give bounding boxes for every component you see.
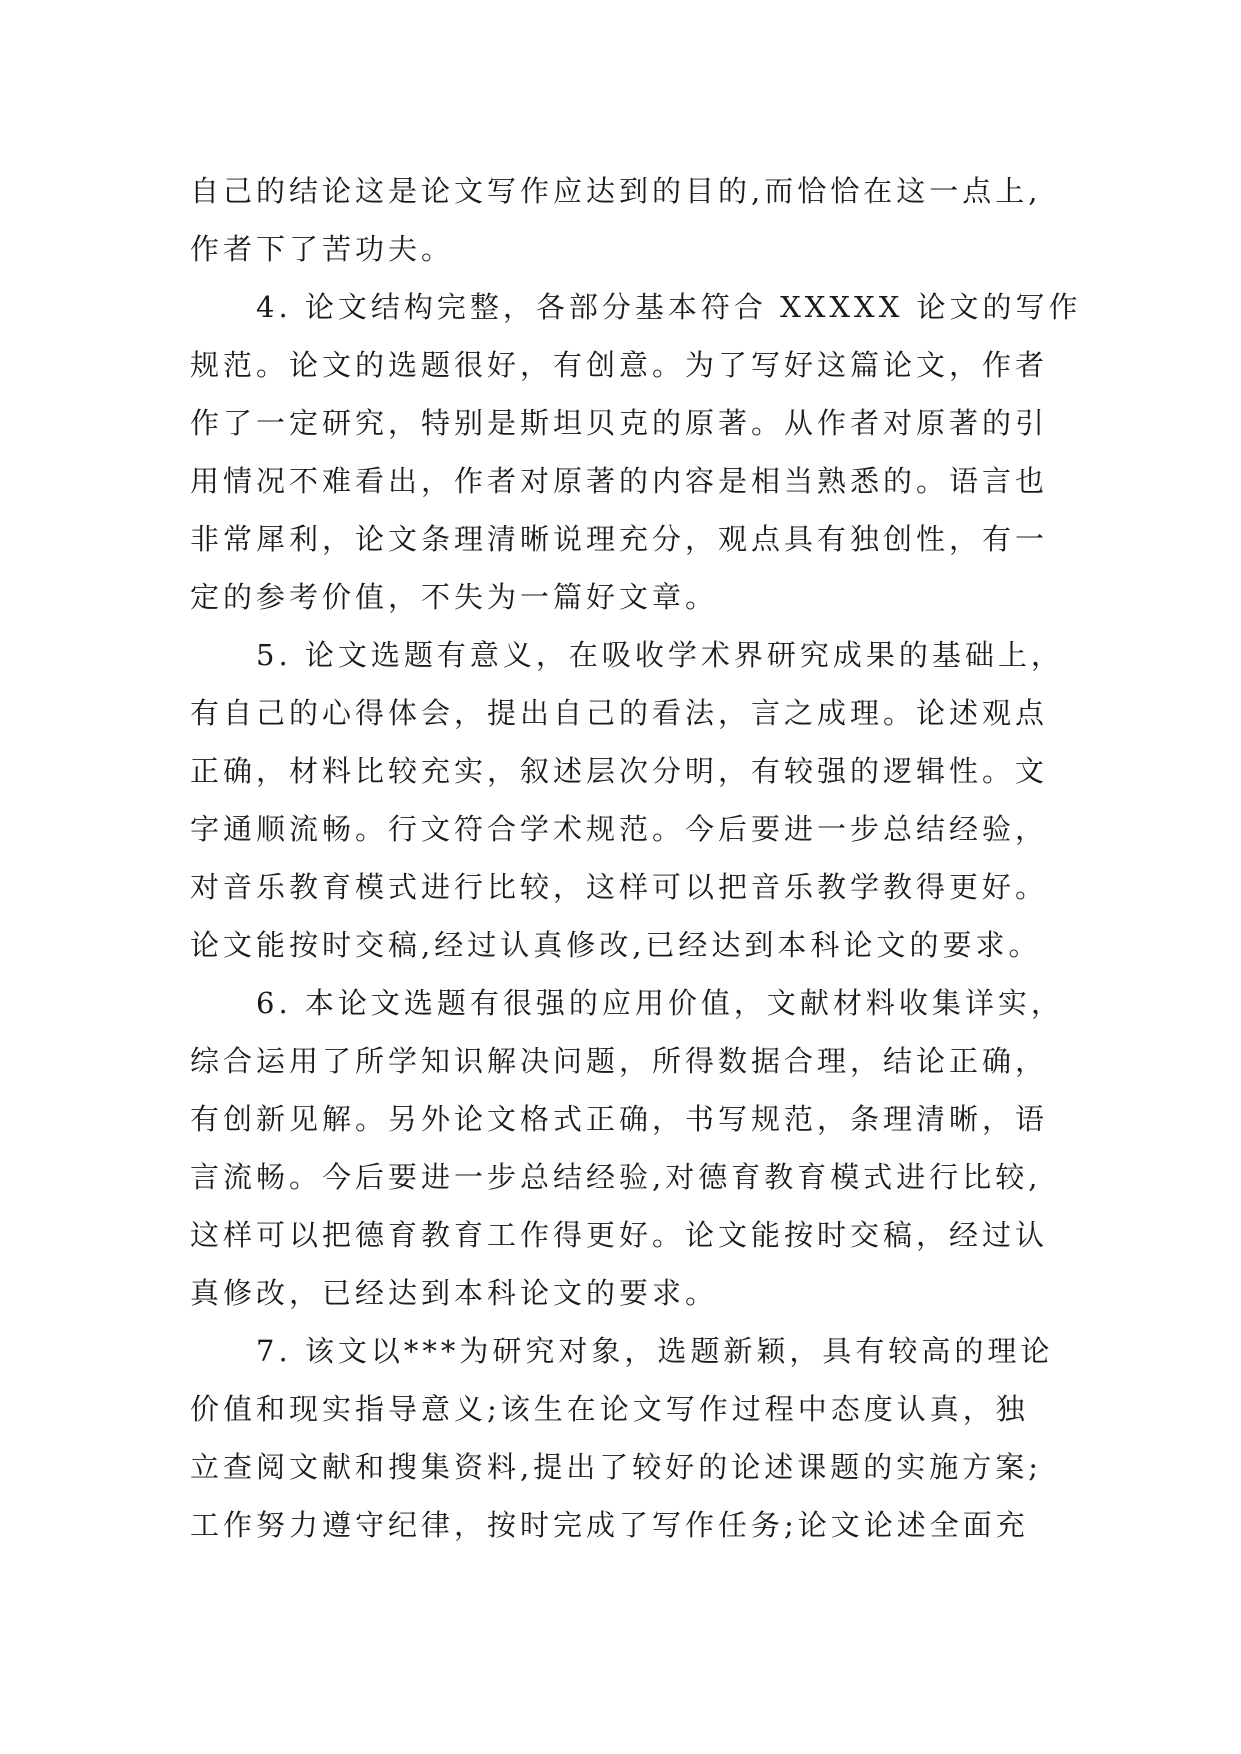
text-line: 正确，材料比较充实，叙述层次分明，有较强的逻辑性。文 xyxy=(190,754,1049,788)
text-line: 立查阅文献和搜集资料,提出了较好的论述课题的实施方案; xyxy=(190,1450,1042,1484)
paragraph-start-6: 6. 本论文选题有很强的应用价值，文献材料收集详实， xyxy=(256,986,1064,1020)
text-line: 规范。论文的选题很好，有创意。为了写好这篇论文，作者 xyxy=(190,348,1049,382)
text-line: 有自己的心得体会，提出自己的看法，言之成理。论述观点 xyxy=(190,696,1049,730)
text-line: 工作努力遵守纪律，按时完成了写作任务;论文论述全面充 xyxy=(190,1508,1029,1542)
text-line: 自己的结论这是论文写作应达到的目的,而恰恰在这一点上, xyxy=(190,174,1042,208)
text-line: 真修改，已经达到本科论文的要求。 xyxy=(190,1276,719,1310)
text-line: 言流畅。今后要进一步总结经验,对德育教育模式进行比较, xyxy=(190,1160,1042,1194)
text-line: 非常犀利，论文条理清晰说理充分，观点具有独创性，有一 xyxy=(190,522,1049,556)
text-line: 论文能按时交稿,经过认真修改,已经达到本科论文的要求。 xyxy=(190,928,1042,962)
text-line: 对音乐教育模式进行比较，这样可以把音乐教学教得更好。 xyxy=(190,870,1049,904)
text-line: 定的参考价值，不失为一篇好文章。 xyxy=(190,580,719,614)
paragraph-start-4: 4. 论文结构完整，各部分基本符合 XXXXX 论文的写作 xyxy=(256,290,1082,324)
paragraph-start-7: 7. 该文以***为研究对象，选题新颖，具有较高的理论 xyxy=(256,1334,1054,1368)
document-body xyxy=(190,162,1082,1554)
paragraph-start-5: 5. 论文选题有意义，在吸收学术界研究成果的基础上， xyxy=(256,638,1064,672)
text-line: 这样可以把德育教育工作得更好。论文能按时交稿，经过认 xyxy=(190,1218,1049,1252)
text-line: 作者下了苦功夫。 xyxy=(190,232,455,266)
text-line: 作了一定研究，特别是斯坦贝克的原著。从作者对原著的引 xyxy=(190,406,1049,440)
text-line: 价值和现实指导意义;该生在论文写作过程中态度认真，独 xyxy=(190,1392,1029,1426)
text-line: 综合运用了所学知识解决问题，所得数据合理，结论正确， xyxy=(190,1044,1049,1078)
text-line: 字通顺流畅。行文符合学术规范。今后要进一步总结经验， xyxy=(190,812,1049,846)
text-line: 有创新见解。另外论文格式正确，书写规范，条理清晰，语 xyxy=(190,1102,1049,1136)
text-line: 用情况不难看出，作者对原著的内容是相当熟悉的。语言也 xyxy=(190,464,1049,498)
